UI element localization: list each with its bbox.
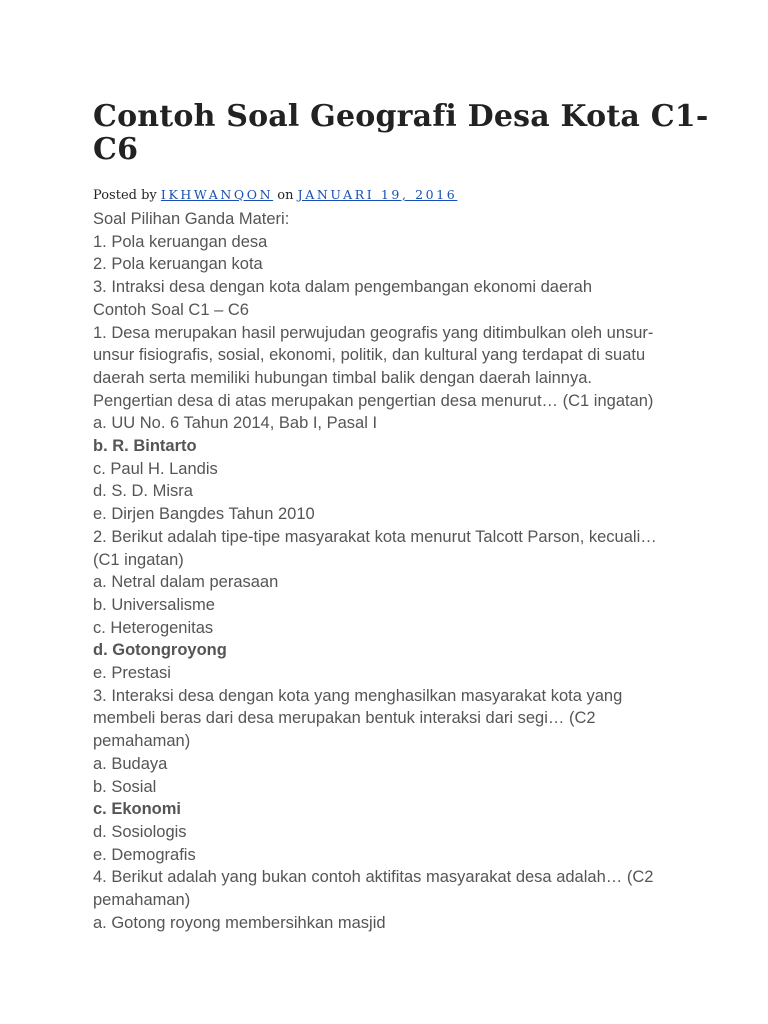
post-content: [93, 208, 669, 935]
author-link[interactable]: IKHWANQON: [160, 187, 274, 202]
content-line: 2. Pola keruangan kota: [93, 255, 263, 274]
content-line: daerah serta memiliki hubungan timbal balik dengan daerah lainnya.: [93, 368, 592, 387]
content-line: d. Sosiologis: [93, 822, 187, 841]
content-line: Soal Pilihan Ganda Materi:: [93, 210, 290, 228]
content-line: a. Gotong royong membersihkan masjid: [93, 913, 386, 932]
content-line: c. Paul H. Landis: [93, 459, 218, 478]
answer-line: b. R. Bintarto: [93, 437, 197, 456]
on-label: on: [277, 188, 294, 203]
content-line: 3. Intraksi desa dengan kota dalam pengembangan ekonomi daerah: [93, 278, 593, 297]
article: [93, 99, 709, 935]
content-line: 1. Desa merupakan hasil perwujudan geografis yang ditimbulkan oleh unsur-: [93, 323, 654, 342]
content-line: 1. Pola keruangan desa: [93, 232, 268, 251]
content-line: b. Universalisme: [93, 595, 215, 614]
answer-line: c. Ekonomi: [93, 800, 182, 819]
content-line: (C1 ingatan): [93, 550, 184, 569]
content-line: e. Prestasi: [93, 664, 171, 683]
content-line: unsur fisiografis, sosial, ekonomi, politik, dan kultural yang terdapat di suatu: [93, 346, 646, 365]
content-line: pemahaman): [93, 732, 191, 751]
answer-line: d. Gotongroyong: [93, 641, 227, 660]
content-line: 3. Interaksi desa dengan kota yang menghasilkan masyarakat kota yang: [93, 686, 623, 705]
content-line: e. Demografis: [93, 845, 196, 864]
content-line: a. Netral dalam perasaan: [93, 573, 279, 592]
date-link[interactable]: JANUARI 19, 2016: [297, 187, 458, 202]
content-line: c. Heterogenitas: [93, 618, 214, 637]
post-title-line-2: C6: [93, 132, 139, 167]
content-line: pemahaman): [93, 891, 191, 910]
post-meta: [93, 186, 693, 208]
content-line: 2. Berikut adalah tipe-tipe masyarakat kota menurut Talcott Parson, kecuali…: [93, 527, 657, 546]
post-title: [93, 99, 709, 167]
content-line: Contoh Soal C1 – C6: [93, 300, 249, 319]
content-line: b. Sosial: [93, 777, 157, 796]
content-line: 4. Berikut adalah yang bukan contoh aktifitas masyarakat desa adalah… (C2: [93, 868, 654, 887]
content-line: e. Dirjen Bangdes Tahun 2010: [93, 505, 315, 524]
content-line: a. Budaya: [93, 754, 168, 773]
content-line: a. UU No. 6 Tahun 2014, Bab I, Pasal I: [93, 414, 378, 433]
content-line: membeli beras dari desa merupakan bentuk interaksi dari segi… (C2: [93, 709, 596, 728]
posted-by-label: Posted by: [93, 188, 157, 203]
content-line: Pengertian desa di atas merupakan pengertian desa menurut… (C1 ingatan): [93, 391, 654, 410]
post-title-line-1: Contoh Soal Geografi Desa Kota C1-: [93, 99, 709, 134]
content-line: d. S. D. Misra: [93, 482, 193, 501]
